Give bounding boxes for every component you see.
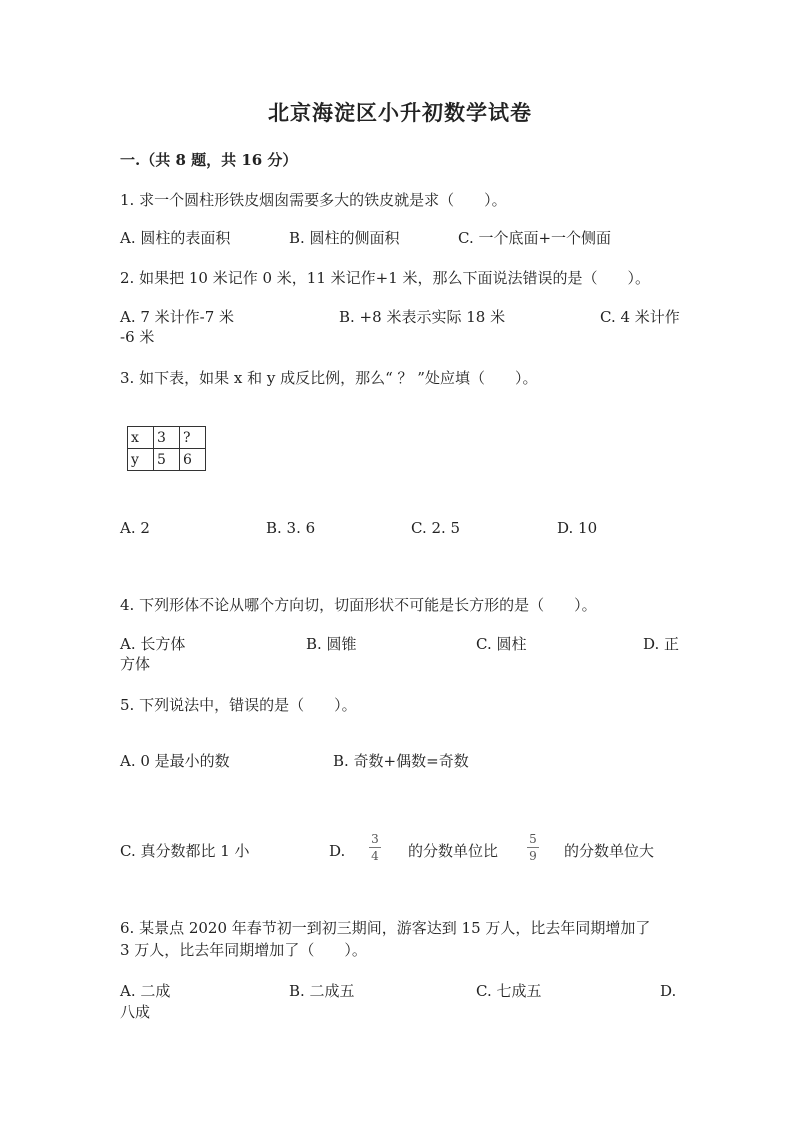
question-6-option-d[interactable]: D. (660, 982, 677, 1000)
question-3-option-c[interactable]: C. 2. 5 (411, 519, 461, 537)
question-1-stem: 1. 求一个圆柱形铁皮烟囱需要多大的铁皮就是求（ ）。 (120, 191, 507, 209)
fraction-three-quarters (369, 832, 381, 863)
question-3-option-b[interactable]: B. 3. 6 (266, 519, 316, 537)
question-3-option-a[interactable]: A. 2 (120, 519, 150, 537)
question-5-option-d-text: 的分数单位比 (408, 842, 499, 860)
question-2-option-b[interactable]: B. +8 米表示实际 18 米 (339, 308, 506, 326)
fraction-five-ninths (527, 832, 539, 863)
table-cell: 6 (180, 449, 206, 471)
question-6-stem-line-1: 6. 某景点 2020 年春节初一到初三期间，游客达到 15 万人，比去年同期增加了 (120, 919, 651, 937)
question-4-option-b[interactable]: B. 圆锥 (306, 635, 357, 653)
section-heading: 一.（共 8 题，共 16 分） (120, 151, 298, 169)
question-6-option-d-continued: 八成 (120, 1003, 151, 1021)
xy-table (127, 426, 206, 471)
question-2-option-c-continued: -6 米 (120, 328, 155, 346)
fraction-numerator: 3 (371, 832, 379, 846)
table-cell: y (128, 449, 154, 471)
fraction-numerator: 5 (529, 832, 537, 846)
question-5-option-d[interactable]: D. (329, 842, 346, 860)
question-6-stem-line-2: 3 万人，比去年同期增加了（ ）。 (120, 941, 367, 959)
question-5-stem: 5. 下列说法中，错误的是（ ）。 (120, 696, 357, 714)
question-5-option-c[interactable]: C. 真分数都比 1 小 (120, 842, 250, 860)
question-1-option-c[interactable]: C. 一个底面+一个侧面 (458, 229, 612, 247)
fraction-bar (527, 847, 539, 848)
table-row (128, 449, 206, 471)
fraction-bar (369, 847, 381, 848)
fraction-denominator: 9 (529, 849, 537, 863)
question-3-stem: 3. 如下表，如果 x 和 y 成反比例，那么“ ？ ”处应填（ ）。 (120, 369, 538, 387)
question-4-stem: 4. 下列形体不论从哪个方向切，切面形状不可能是长方形的是（ ）。 (120, 596, 597, 614)
question-2-stem: 2. 如果把 10 米记作 0 米，11 米记作+1 米，那么下面说法错误的是（ ）。 (120, 269, 651, 287)
question-4-option-d-continued: 方体 (120, 655, 151, 673)
question-3-option-d[interactable]: D. 10 (557, 519, 598, 537)
question-5-option-d-text-end: 的分数单位大 (564, 842, 655, 860)
page-title: 北京海淀区小升初数学试卷 (268, 100, 532, 125)
question-6-option-a[interactable]: A. 二成 (120, 982, 171, 1000)
table-row (128, 427, 206, 449)
question-1-option-a[interactable]: A. 圆柱的表面积 (120, 229, 231, 247)
question-4-option-a[interactable]: A. 长方体 (120, 635, 186, 653)
question-4-option-c[interactable]: C. 圆柱 (476, 635, 527, 653)
table-cell: 5 (154, 449, 180, 471)
question-2-option-a[interactable]: A. 7 米计作-7 米 (120, 308, 235, 326)
question-5-option-b[interactable]: B. 奇数+偶数=奇数 (333, 752, 469, 770)
question-2-option-c[interactable]: C. 4 米计作 (600, 308, 680, 326)
table-cell: 3 (154, 427, 180, 449)
table-cell: x (128, 427, 154, 449)
table-cell: ? (180, 427, 206, 449)
question-5-option-a[interactable]: A. 0 是最小的数 (120, 752, 230, 770)
question-4-option-d[interactable]: D. 正 (643, 635, 680, 653)
question-6-option-b[interactable]: B. 二成五 (289, 982, 355, 1000)
question-1-option-b[interactable]: B. 圆柱的侧面积 (289, 229, 400, 247)
question-6-option-c[interactable]: C. 七成五 (476, 982, 542, 1000)
fraction-denominator: 4 (371, 849, 379, 863)
